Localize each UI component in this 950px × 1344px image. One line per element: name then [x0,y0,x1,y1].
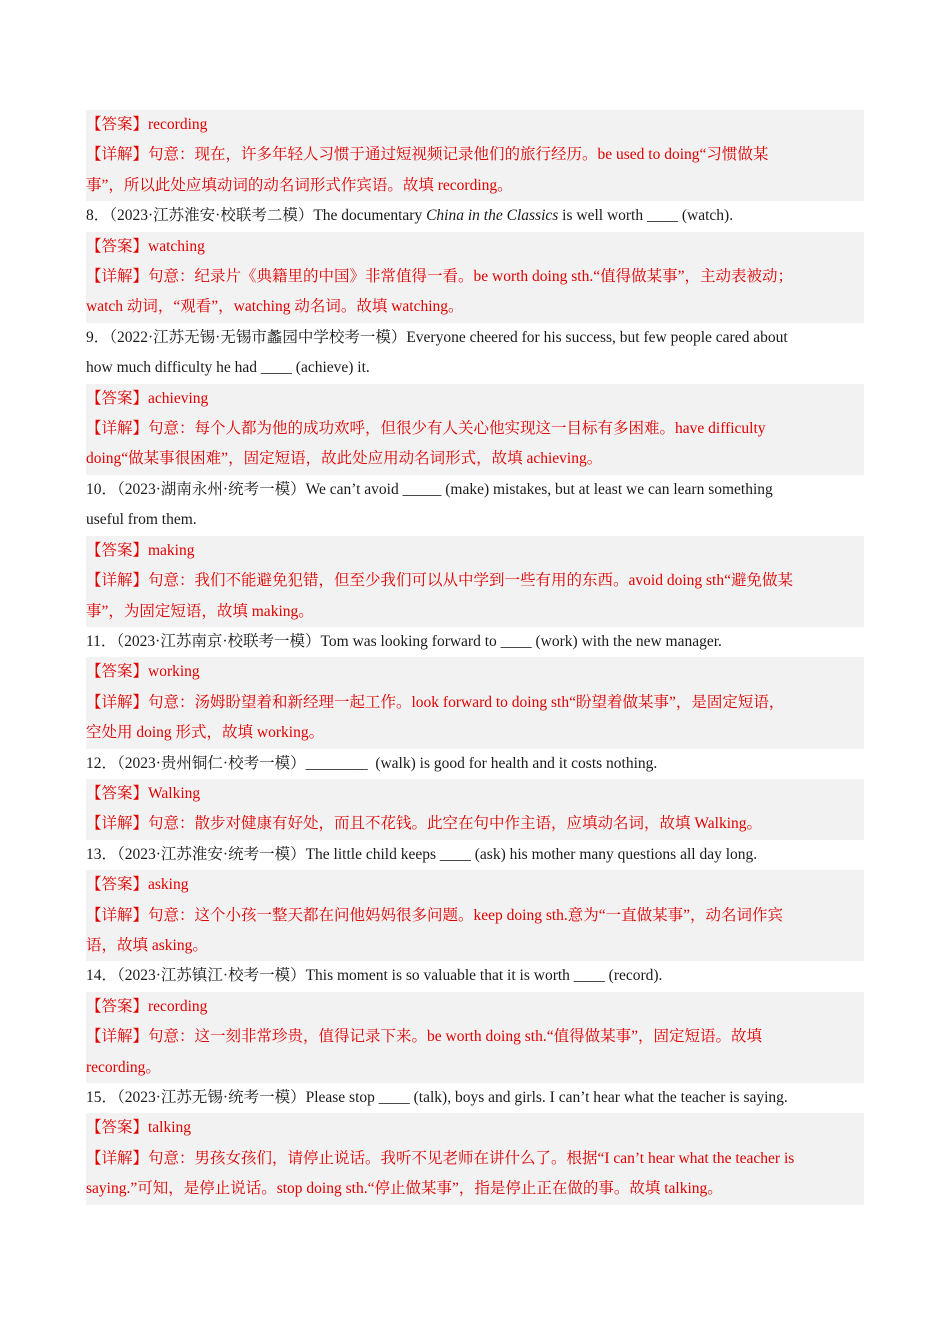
question-10: 10．（2023·湖南永州·统考一模）We can’t avoid _____ (make) mistakes, but at least we can learn something [86,480,773,498]
question-11: 11．（2023·江苏南京·校联考一模）Tom was looking forward to ____ (work) with the new manager. [86,632,722,650]
answer-block [86,657,864,748]
detail-line: 空处用 doing 形式，故填 working。 [86,724,325,742]
detail-line: 事”，为固定短语，故填 making。 [86,602,314,620]
detail-line: 【详解】句意：这个小孩一整天都在问他妈妈很多问题。keep doing sth.意为“一直做某事”，动名词作宾 [86,906,784,924]
detail-line: 【详解】句意：现在，许多年轻人习惯于通过短视频记录他们的旅行经历。be used to doing“习惯做某 [86,146,769,164]
detail-line: watch 动词，“观看”，watching 动名词。故填 watching。 [86,298,464,316]
detail-line: recording。 [86,1058,161,1076]
answer-block [86,110,864,201]
question-9: 9．（2022·江苏无锡·无锡市蠡园中学校考一模）Everyone cheered for his success, but few people cared about [86,328,788,346]
question-8: 8．（2023·江苏淮安·校联考二模）The documentary China in the Classics is well worth ____ (watch). [86,207,734,225]
question-12: 12．（2023·贵州铜仁·校考一模）________ (walk) is good for health and it costs nothing. [86,754,658,772]
question-10-cont: useful from them. [86,511,197,529]
answer-block [86,536,864,627]
answer-block [86,384,864,475]
question-15: 15．（2023·江苏无锡·统考一模）Please stop ____ (talk), boys and girls. I can’t hear what the teacher is saying. [86,1089,788,1106]
detail-line: saying.”可知，是停止说话。stop doing sth.“停止做某事”，指是停止正在做的事。故填 talking。 [86,1180,723,1198]
answer-line: 【答案】watching [86,237,205,255]
answer-line: 【答案】working [86,663,200,681]
question-14: 14．（2023·江苏镇江·校考一模）This moment is so valuable that it is worth ____ (record). [86,967,663,985]
detail-line: 【详解】句意：汤姆盼望着和新经理一起工作。look forward to doing sth“盼望着做某事”，是固定短语， [86,693,785,711]
detail-line: doing“做某事很困难”，固定短语，故此处应用动名词形式，故填 achieving。 [86,450,603,468]
answer-block [86,992,864,1083]
answer-line: 【答案】recording [86,116,208,133]
answer-line: 【答案】Walking [86,784,201,802]
detail-line: 【详解】句意：男孩女孩们，请停止说话。我听不见老师在讲什么了。根据“I can’t hear what the teacher is [86,1149,795,1167]
content [86,110,864,1205]
detail-line: 【详解】句意：纪录片《典籍里的中国》非常值得一看。be worth doing sth.“值得做某事”，主动表被动； [86,268,793,286]
answer-block [86,232,864,323]
answer-block [86,1113,864,1204]
question-13: 13．（2023·江苏淮安·统考一模）The little child keeps ____ (ask) his mother many questions all day long. [86,845,758,863]
answer-block [86,779,864,840]
answer-line: 【答案】achieving [86,389,209,407]
answer-line: 【答案】talking [86,1119,192,1137]
detail-line: 【详解】句意：散步对健康有好处，而且不花钱。此空在句中作主语，应填动名词，故填 Walking。 [86,815,763,833]
detail-line: 事”，所以此处应填动词的动名词形式作宾语。故填 recording。 [86,176,513,194]
answer-block [86,870,864,961]
answer-line: 【答案】asking [86,876,189,894]
answer-line: 【答案】making [86,541,195,559]
detail-line: 【详解】句意：我们不能避免犯错，但至少我们可以从中学到一些有用的东西。avoid doing sth“避免做某 [86,572,793,590]
detail-line: 【详解】句意：这一刻非常珍贵，值得记录下来。be worth doing sth.“值得做某事”，固定短语。故填 [86,1028,762,1046]
detail-line: 语，故填 asking。 [86,936,208,954]
detail-line: 【详解】句意：每个人都为他的成功欢呼，但很少有人关心他实现这一目标有多困难。have difficulty [86,420,766,438]
answer-line: 【答案】recording [86,997,208,1015]
question-9-cont: how much difficulty he had ____ (achieve) it. [86,359,370,377]
